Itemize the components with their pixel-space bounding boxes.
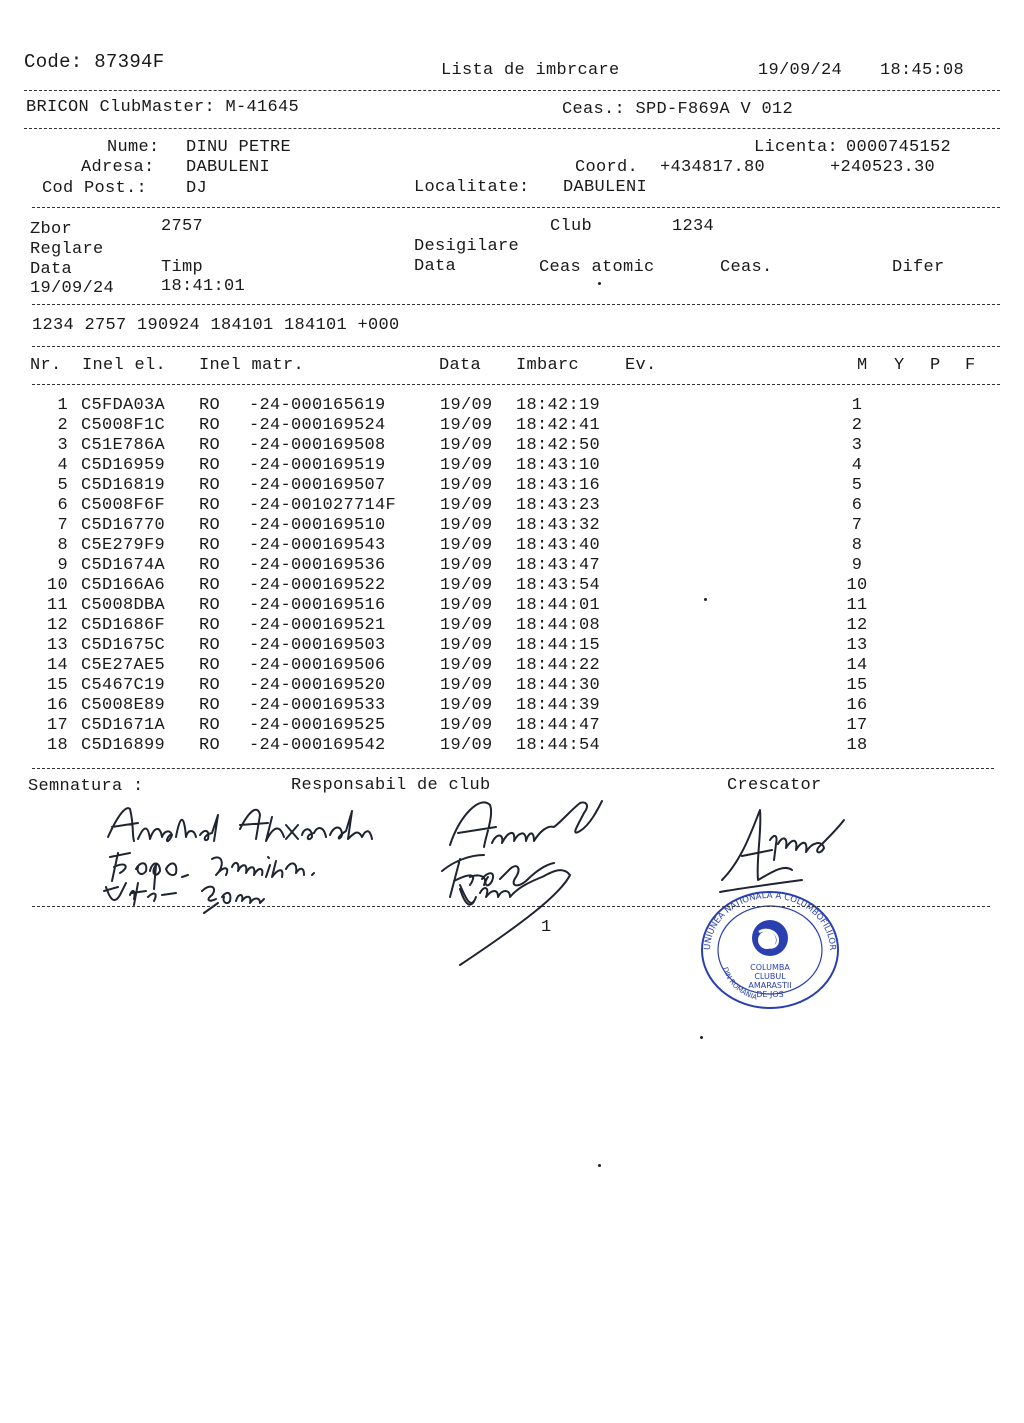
unseal-date-label: Data	[414, 257, 457, 276]
ring-electronic: C5E279F9	[81, 536, 166, 555]
divider	[32, 207, 1000, 208]
ring-registration: -24-000165619	[249, 396, 386, 415]
ring-registration: -24-000169522	[249, 576, 386, 595]
ring-country: RO	[199, 716, 221, 735]
col-header-f: F	[965, 356, 976, 375]
club-label: Club	[550, 217, 593, 236]
table-row	[0, 536, 1024, 556]
row-boarding-time: 18:44:08	[516, 616, 601, 635]
row-number: 2	[57, 416, 68, 435]
ring-country: RO	[199, 576, 221, 595]
table-row	[0, 416, 1024, 436]
table-row	[0, 556, 1024, 576]
row-m: 15	[846, 676, 868, 695]
ring-country: RO	[199, 636, 221, 655]
locality-label: Localitate:	[414, 178, 530, 197]
row-boarding-time: 18:44:30	[516, 676, 601, 695]
print-speck	[700, 1036, 703, 1039]
coord-latitude: +434817.80	[660, 158, 766, 177]
ring-country: RO	[199, 536, 221, 555]
atomic-clock-label: Ceas atomic	[539, 258, 655, 277]
ring-country: RO	[199, 496, 221, 515]
ring-registration: -24-000169542	[249, 736, 386, 755]
row-date: 19/09	[440, 636, 493, 655]
row-number: 7	[57, 516, 68, 535]
table-row	[0, 456, 1024, 476]
clock-label: Ceas.	[720, 258, 773, 277]
license-number: 0000745152	[846, 138, 952, 157]
print-speck	[598, 282, 601, 285]
ring-registration: -24-000169503	[249, 636, 386, 655]
table-row	[0, 716, 1024, 736]
row-m: 17	[846, 716, 868, 735]
svg-text:COLUMBA: COLUMBA	[750, 963, 790, 972]
row-m: 2	[851, 416, 863, 435]
header-time: 18:45:08	[880, 61, 965, 80]
difference-label: Difer	[892, 258, 945, 277]
row-m: 3	[851, 436, 863, 455]
divider	[24, 128, 1000, 129]
ring-registration: -24-000169510	[249, 516, 386, 535]
row-m: 12	[846, 616, 868, 635]
ring-country: RO	[199, 456, 221, 475]
row-boarding-time: 18:43:40	[516, 536, 601, 555]
row-date: 19/09	[440, 396, 493, 415]
owner-name: DINU PETRE	[186, 138, 292, 157]
ring-registration: -24-000169508	[249, 436, 386, 455]
svg-text:UNIUNEA NATIONALA A COLUMBOFIL: UNIUNEA NATIONALA A COLUMBOFILILOR	[702, 890, 838, 951]
row-boarding-time: 18:42:50	[516, 436, 601, 455]
ring-registration: -24-000169525	[249, 716, 386, 735]
setting-time-label: Timp	[161, 258, 204, 277]
ring-country: RO	[199, 396, 221, 415]
ring-country: RO	[199, 416, 221, 435]
print-speck	[704, 598, 707, 601]
row-m: 18	[846, 736, 868, 755]
flight-number: 2757	[161, 217, 204, 236]
row-date: 19/09	[440, 556, 493, 575]
row-boarding-time: 18:42:19	[516, 396, 601, 415]
ring-registration: -24-000169506	[249, 656, 386, 675]
divider	[32, 768, 994, 769]
col-header-ring-el: Inel el.	[82, 356, 167, 375]
row-m: 13	[846, 636, 868, 655]
svg-text:DE JOS: DE JOS	[756, 990, 784, 999]
table-row	[0, 576, 1024, 596]
svg-text:DIN ROMANIA: DIN ROMANIA	[720, 966, 759, 1002]
ring-country: RO	[199, 676, 221, 695]
row-m: 4	[851, 456, 863, 475]
ring-registration: -24-000169524	[249, 416, 386, 435]
owner-address: DABULENI	[186, 158, 271, 177]
row-date: 19/09	[440, 696, 493, 715]
table-row	[0, 516, 1024, 536]
row-number: 4	[57, 456, 68, 475]
row-boarding-time: 18:44:47	[516, 716, 601, 735]
table-row	[0, 656, 1024, 676]
name-label: Nume:	[107, 138, 160, 157]
coord-longitude: +240523.30	[830, 158, 936, 177]
header-date: 19/09/24	[758, 61, 843, 80]
ring-registration: -24-000169520	[249, 676, 386, 695]
ring-country: RO	[199, 616, 221, 635]
table-row	[0, 676, 1024, 696]
row-number: 11	[46, 596, 68, 615]
ring-electronic: C5467C19	[81, 676, 166, 695]
license-label: Licenta:	[754, 138, 839, 157]
ring-country: RO	[199, 556, 221, 575]
ring-electronic: C5E27AE5	[81, 656, 166, 675]
ring-electronic: C5008F6F	[81, 496, 166, 515]
row-date: 19/09	[440, 456, 493, 475]
setting-label: Reglare	[30, 240, 104, 259]
ring-country: RO	[199, 476, 221, 495]
page-number: 1	[541, 918, 552, 937]
row-m: 14	[846, 656, 868, 675]
row-date: 19/09	[440, 736, 493, 755]
table-row	[0, 736, 1024, 756]
row-date: 19/09	[440, 476, 493, 495]
row-m: 11	[846, 596, 868, 615]
divider	[32, 384, 1000, 385]
ring-registration: -24-001027714F	[249, 496, 397, 515]
row-date: 19/09	[440, 516, 493, 535]
ring-electronic: C5008F1C	[81, 416, 166, 435]
row-boarding-time: 18:42:41	[516, 416, 601, 435]
ring-country: RO	[199, 516, 221, 535]
col-header-boarding: Imbarc	[516, 356, 580, 375]
ring-electronic: C5008DBA	[81, 596, 166, 615]
row-boarding-time: 18:44:39	[516, 696, 601, 715]
coord-label: Coord.	[575, 158, 639, 177]
divider	[32, 346, 1000, 347]
row-number: 8	[57, 536, 68, 555]
ring-registration: -24-000169521	[249, 616, 386, 635]
table-row	[0, 636, 1024, 656]
table-row	[0, 436, 1024, 456]
ring-registration: -24-000169543	[249, 536, 386, 555]
svg-text:CLUBUL: CLUBUL	[754, 972, 786, 981]
row-number: 14	[46, 656, 68, 675]
ring-registration: -24-000169519	[249, 456, 386, 475]
row-boarding-time: 18:43:10	[516, 456, 601, 475]
row-m: 10	[846, 576, 868, 595]
ring-electronic: C5D1671A	[81, 716, 166, 735]
row-boarding-time: 18:44:22	[516, 656, 601, 675]
row-date: 19/09	[440, 576, 493, 595]
ring-registration: -24-000169533	[249, 696, 386, 715]
ring-registration: -24-000169536	[249, 556, 386, 575]
ring-electronic: C5D16959	[81, 456, 166, 475]
locality-value: DABULENI	[563, 178, 648, 197]
row-m: 9	[851, 556, 863, 575]
setting-time: 18:41:01	[161, 277, 246, 296]
row-number: 12	[46, 616, 68, 635]
ring-country: RO	[199, 656, 221, 675]
row-m: 7	[851, 516, 863, 535]
row-boarding-time: 18:43:16	[516, 476, 601, 495]
row-boarding-time: 18:44:01	[516, 596, 601, 615]
flight-label: Zbor	[30, 220, 73, 239]
table-row	[0, 696, 1024, 716]
ring-electronic: C5D16899	[81, 736, 166, 755]
postal-label: Cod Post.:	[42, 179, 148, 198]
unseal-label: Desigilare	[414, 237, 520, 256]
address-label: Adresa:	[81, 158, 155, 177]
club-responsible-label: Responsabil de club	[291, 776, 491, 795]
table-row	[0, 476, 1024, 496]
ring-electronic: C5D16819	[81, 476, 166, 495]
club-stamp	[695, 888, 845, 1018]
row-date: 19/09	[440, 436, 493, 455]
setting-date-label: Data	[30, 260, 73, 279]
ring-electronic: C5D166A6	[81, 576, 166, 595]
table-row	[0, 616, 1024, 636]
divider	[24, 90, 1000, 91]
col-header-date: Data	[439, 356, 482, 375]
row-number: 16	[46, 696, 68, 715]
ring-country: RO	[199, 596, 221, 615]
club-responsible-signature	[430, 785, 620, 975]
ring-electronic: C5FDA03A	[81, 396, 166, 415]
row-date: 19/09	[440, 496, 493, 515]
table-row	[0, 596, 1024, 616]
row-m: 16	[846, 696, 868, 715]
row-boarding-time: 18:43:23	[516, 496, 601, 515]
breeder-signature	[712, 800, 862, 900]
handwritten-signatures	[90, 795, 420, 915]
row-number: 13	[46, 636, 68, 655]
divider	[32, 304, 1000, 305]
flight-summary-line: 1234 2757 190924 184101 184101 +000	[32, 316, 400, 335]
print-speck	[598, 1164, 601, 1167]
row-number: 17	[46, 716, 68, 735]
row-date: 19/09	[440, 676, 493, 695]
row-date: 19/09	[440, 716, 493, 735]
ring-registration: -24-000169507	[249, 476, 386, 495]
table-row	[0, 396, 1024, 416]
ring-electronic: C5D16770	[81, 516, 166, 535]
postal-code: DJ	[186, 179, 208, 198]
col-header-ring-matr: Inel matr.	[199, 356, 305, 375]
ring-registration: -24-000169516	[249, 596, 386, 615]
signature-label: Semnatura :	[28, 777, 144, 796]
row-number: 3	[57, 436, 68, 455]
club-number: 1234	[672, 217, 715, 236]
row-date: 19/09	[440, 616, 493, 635]
row-boarding-time: 18:43:32	[516, 516, 601, 535]
row-number: 5	[57, 476, 68, 495]
row-number: 10	[46, 576, 68, 595]
clock-id: Ceas.: SPD-F869A V 012	[562, 100, 794, 119]
svg-text:AMARASTII: AMARASTII	[748, 981, 792, 990]
ring-electronic: C5D1675C	[81, 636, 166, 655]
ring-electronic: C5D1674A	[81, 556, 166, 575]
breeder-label: Crescator	[727, 776, 822, 795]
row-m: 6	[851, 496, 863, 515]
row-number: 18	[46, 736, 68, 755]
row-m: 5	[851, 476, 863, 495]
col-header-m: M	[857, 356, 868, 375]
row-boarding-time: 18:43:54	[516, 576, 601, 595]
setting-date: 19/09/24	[30, 279, 115, 298]
table-row	[0, 496, 1024, 516]
row-number: 1	[57, 396, 68, 415]
code-label: Code: 87394F	[24, 51, 165, 73]
ring-electronic: C5008E89	[81, 696, 166, 715]
row-boarding-time: 18:44:54	[516, 736, 601, 755]
document-title: Lista de imbrcare	[441, 61, 620, 80]
ring-country: RO	[199, 436, 221, 455]
divider	[32, 906, 990, 907]
row-number: 15	[46, 676, 68, 695]
row-m: 1	[851, 396, 863, 415]
col-header-ev: Ev.	[625, 356, 657, 375]
row-boarding-time: 18:44:15	[516, 636, 601, 655]
row-date: 19/09	[440, 416, 493, 435]
col-header-p: P	[930, 356, 941, 375]
col-header-nr: Nr.	[30, 356, 62, 375]
row-boarding-time: 18:43:47	[516, 556, 601, 575]
row-date: 19/09	[440, 596, 493, 615]
row-date: 19/09	[440, 536, 493, 555]
row-m: 8	[851, 536, 863, 555]
row-number: 9	[57, 556, 68, 575]
ring-country: RO	[199, 696, 221, 715]
device-id: BRICON ClubMaster: M-41645	[26, 98, 300, 117]
col-header-y: Y	[894, 356, 905, 375]
row-date: 19/09	[440, 656, 493, 675]
row-number: 6	[57, 496, 68, 515]
ring-electronic: C51E786A	[81, 436, 166, 455]
ring-country: RO	[199, 736, 221, 755]
ring-electronic: C5D1686F	[81, 616, 166, 635]
